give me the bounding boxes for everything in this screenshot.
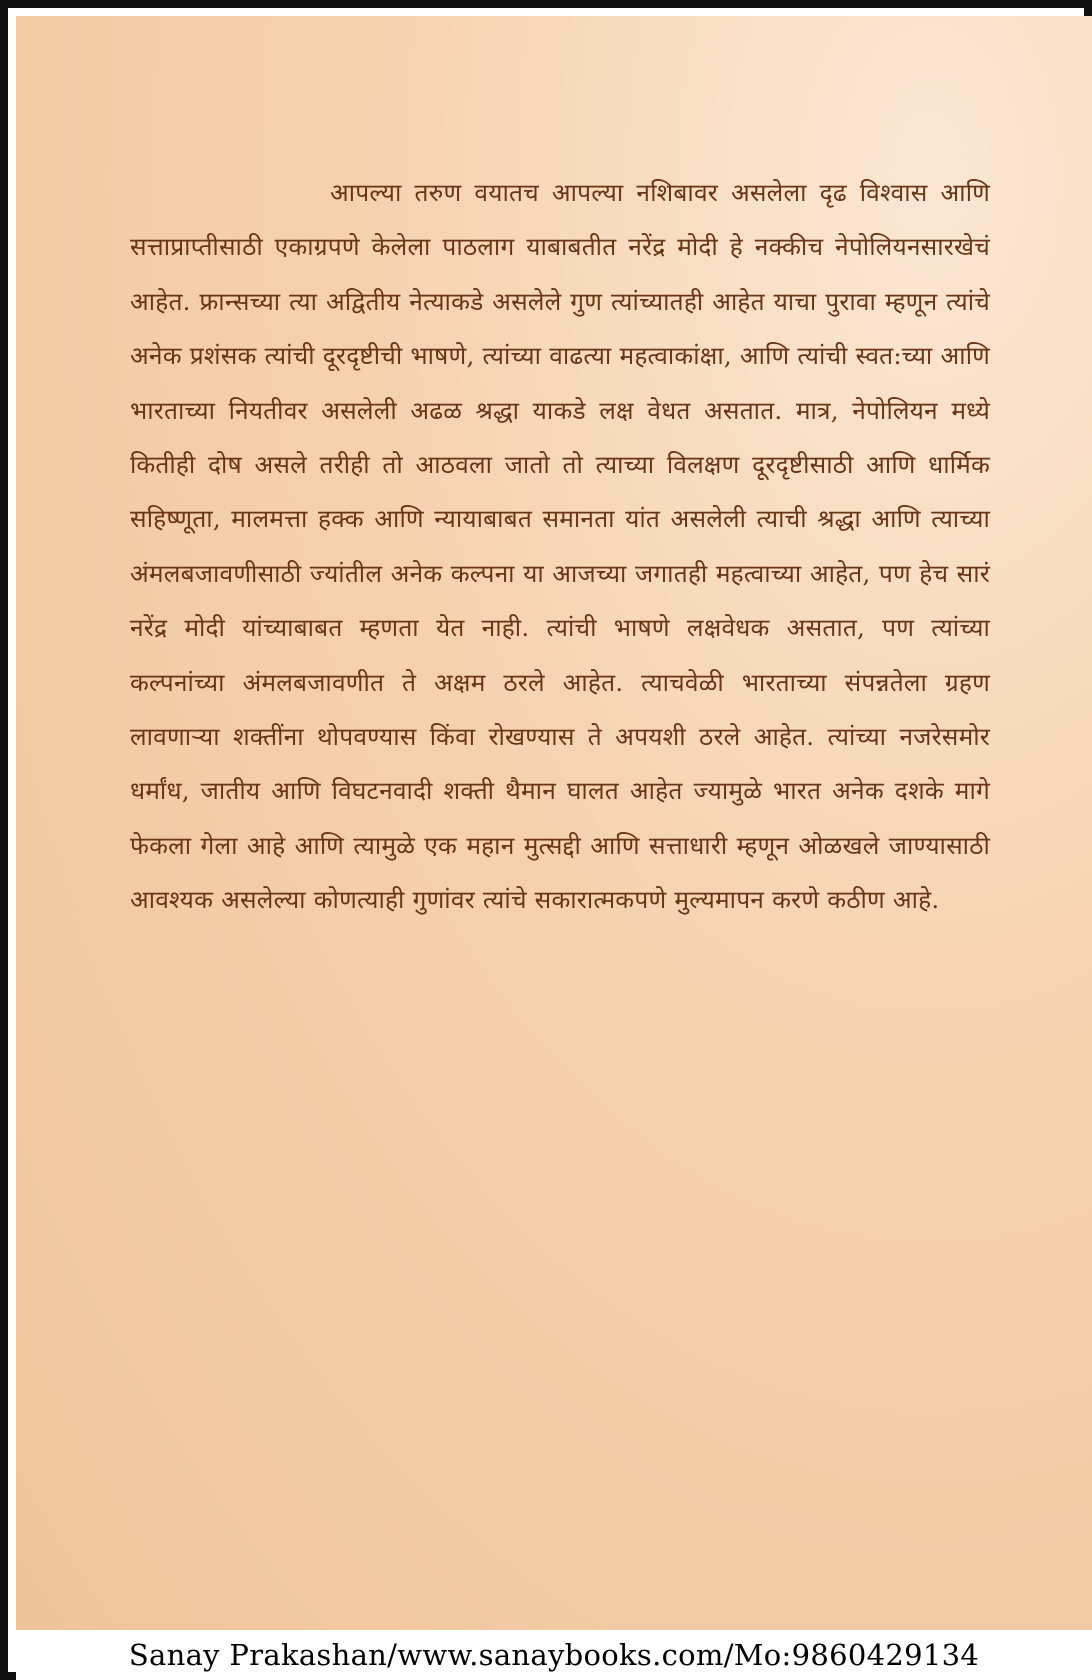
- publisher-footer: [16, 1630, 1092, 1680]
- blurb-paragraph: आपल्या तरुण वयातच आपल्या नशिबावर असलेला दृढ विश्वास आणि सत्ताप्राप्तीसाठी एकाग्रपणे केलेला पाठलाग याबाबतीत नरेंद्र मोदी हे नक्कीच नेपोलियनसारखेचं आहेत. फ्रान्सच्या त्या अद्वितीय नेत्याकडे असलेले गुण त्यांच्यातही आहेत याचा पुरावा म्हणून त्यांचे अनेक प्रशंसक त्यांची दूरदृष्टीची भाषणे, त्यांच्या वाढत्या महत्वाकांक्षा, आणि त्यांची स्वत:च्या आणि भारताच्या नियतीवर असलेली अढळ श्रद्धा याकडे लक्ष वेधत असतात. मात्र, नेपोलियन मध्ये कितीही दोष असले तरीही तो आठवला जातो तो त्याच्या विलक्षण दूरदृष्टीसाठी आणि धार्मिक सहिष्णूता, मालमत्ता हक्क आणि न्यायाबाबत समानता यांत असलेली त्याची श्रद्धा आणि त्याच्या अंमलबजावणीसाठी ज्यांतील अनेक कल्पना या आजच्या जगातही महत्वाच्या आहेत, पण हेच सारं नरेंद्र मोदी यांच्याबाबत म्हणता येत नाही. त्यांची भाषणे लक्षवेधक असतात, पण त्यांच्या कल्पनांच्या अंमलबजावणीत ते अक्षम ठरले आहेत. त्याचवेळी भारताच्या संपन्नतेला ग्रहण लावणाऱ्या शक्तींना थोपवण्यास किंवा रोखण्यास ते अपयशी ठरले आहेत. त्यांच्या नजरेसमोर धर्मांध, जातीय आणि विघटनवादी शक्ती थैमान घालत आहेत ज्यामुळे भारत अनेक दशके मागे फेकला गेला आहे आणि त्यामुळे एक महान मुत्सद्दी आणि सत्ताधारी म्हणून ओळखले जाण्यासाठी आवश्यक असलेल्या कोणत्याही गुणांवर त्यांचे सकारात्मकपणे मुल्यमापन करणे कठीण आहे.: [130, 178, 990, 915]
- publisher-contact-text: Sanay Prakashan/www.sanaybooks.com/Mo:9860429134: [128, 1638, 980, 1672]
- cover-panel: [16, 16, 1092, 1630]
